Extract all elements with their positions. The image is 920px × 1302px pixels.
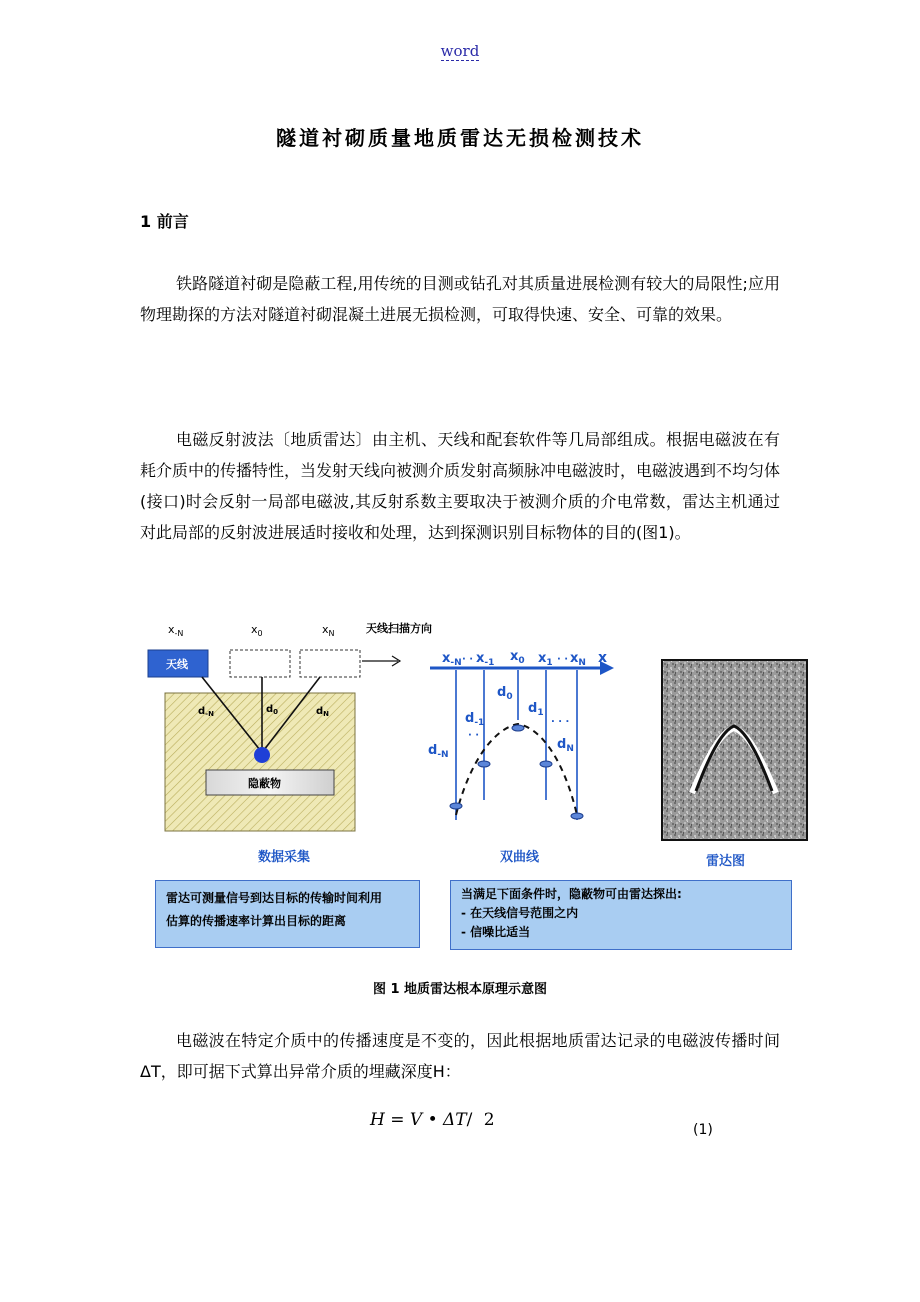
note-right xyxy=(450,880,792,950)
paragraph-gpr: 电磁反射波法〔地质雷达〕由主机、天线和配套软件等几局部组成。根据电磁波在有耗介质中的传播特性，当发射天线向被测介质发射高频脉冲电磁波时，电磁波遇到不均匀体(接口)时会反射一局部电磁波,其反射系数主要取决于被测介质的介电常数，雷达主机通过对此局部的反射波进展适时接收和处理，达到探测识别目标物体的目的(图1)。 xyxy=(140,430,781,542)
hyper-d-neg-n: $d_{-N}$ xyxy=(428,743,449,760)
note-left xyxy=(155,880,420,948)
hyper-d-1: $d_1$ xyxy=(528,701,544,718)
document-title: 隧道衬砌质量地质雷达无损检测技术 xyxy=(276,126,644,150)
distance-d-0: $d_0$ xyxy=(266,704,279,716)
axis-dots-right: · · xyxy=(557,654,569,665)
hyper-d-0: $d_0$ xyxy=(497,685,513,702)
radargram-image xyxy=(662,660,807,840)
hyper-dots-left: · · xyxy=(468,730,480,741)
note-right-line: - 在天线信号范围之内 xyxy=(461,906,579,920)
axis-x-0: $x_0$ xyxy=(510,649,525,666)
position-x-n: $x_N$ xyxy=(322,623,335,638)
paragraph-intro: 铁路隧道衬砌是隐蔽工程,用传统的目测或钻孔对其质量进展检测有较大的局限性;应用物理勘探的方法对隧道衬砌混凝土进展无损检测，可取得快速、安全、可靠的效果。 xyxy=(140,274,780,324)
echo-mark xyxy=(450,803,462,809)
axis-x-1: $x_1$ xyxy=(538,651,553,668)
axis-x-end: x xyxy=(598,650,608,666)
distance-d-neg-n: $d_{-N}$ xyxy=(198,706,214,718)
note-left-line: 估算的传播速率计算出目标的距离 xyxy=(166,914,347,928)
echo-mark xyxy=(540,761,552,767)
hyper-d-neg-1: $d_{-1}$ xyxy=(465,711,485,728)
hidden-object-label: 隐蔽物 xyxy=(248,777,281,790)
distance-d-n: $d_N$ xyxy=(316,706,330,718)
axis-dots-left: · · xyxy=(462,654,474,665)
formula-depth: H = V • ΔT/ 2 xyxy=(370,1110,495,1130)
paragraph-velocity: 电磁波在特定介质中的传播速度是不变的，因此根据地质雷达记录的电磁波传播时间ΔT，即可据下式算出异常介质的埋藏深度H： xyxy=(140,1031,780,1081)
position-x-0: $x_0$ xyxy=(251,623,263,638)
section-heading: 1 前言 xyxy=(140,212,189,231)
position-x-neg-n: $x_{-N}$ xyxy=(168,623,184,638)
echo-mark xyxy=(512,725,524,731)
label-radargram: 雷达图 xyxy=(706,854,746,869)
label-data-acquisition: 数据采集 xyxy=(258,850,311,865)
antenna-label: 天线 xyxy=(166,658,188,671)
axis-x-neg-1: $x_{-1}$ xyxy=(476,651,495,668)
note-right-line: - 信噪比适当 xyxy=(461,925,531,939)
hyper-d-n: $d_N$ xyxy=(557,737,574,754)
header-word-link[interactable]: word xyxy=(440,42,480,60)
antenna-position-mid xyxy=(230,650,290,677)
note-left-line: 雷达可测量信号到达目标的传输时间利用 xyxy=(166,891,383,905)
axis-x-n: $x_N$ xyxy=(570,651,586,668)
note-right-line: 当满足下面条件时，隐蔽物可由雷达探出: xyxy=(461,887,682,901)
antenna-position-right xyxy=(300,650,360,677)
label-hyperbola: 双曲线 xyxy=(500,850,540,865)
hyper-dots-right: . . . xyxy=(551,714,570,725)
echo-mark xyxy=(571,813,583,819)
echo-mark xyxy=(478,761,490,767)
figure-caption: 图 1 地质雷达根本原理示意图 xyxy=(372,982,548,997)
target-dot xyxy=(254,747,270,763)
equation-number: (1) xyxy=(693,1122,713,1138)
axis-x-neg-n: $x_{-N}$ xyxy=(442,651,462,668)
scan-direction-label: 天线扫描方向 xyxy=(366,622,432,635)
